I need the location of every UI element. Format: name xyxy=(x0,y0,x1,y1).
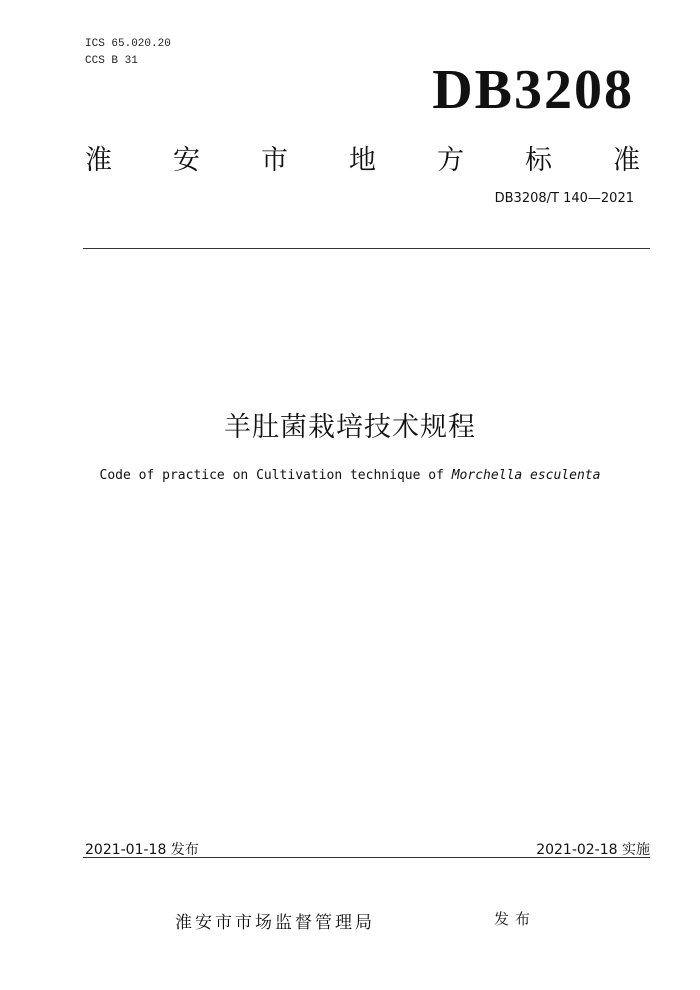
standard-type-char: 地 xyxy=(349,145,376,176)
ccs-code: CCS B 31 xyxy=(85,55,138,67)
standard-type-char: 准 xyxy=(613,145,640,176)
standard-code-logo: DB3208 xyxy=(432,59,634,121)
standard-type-char: 安 xyxy=(173,145,200,176)
standard-type-char: 方 xyxy=(437,145,464,176)
document-title: 羊肚菌栽培技术规程 xyxy=(224,412,476,443)
standard-type-char: 标 xyxy=(525,145,552,176)
species-name: Morchella esculenta xyxy=(451,468,601,483)
english-title-text: Code of practice on Cultivation technique of xyxy=(99,468,452,483)
issue-date: 2021-01-18 发布 xyxy=(85,842,199,858)
standard-number: DB3208/T 140—2021 xyxy=(494,191,634,206)
standard-type-title xyxy=(85,138,640,177)
issue-label: 发布 xyxy=(494,910,537,928)
issuing-authority: 淮安市市场监督管理局 xyxy=(175,913,375,933)
implementation-date: 2021-02-18 实施 xyxy=(536,842,650,858)
ics-code: ICS 65.020.20 xyxy=(85,38,171,50)
header-divider xyxy=(83,248,650,249)
standard-type-char: 市 xyxy=(261,145,288,176)
footer-divider xyxy=(83,857,650,858)
standard-type-char: 淮 xyxy=(85,145,112,176)
english-title xyxy=(0,468,700,483)
